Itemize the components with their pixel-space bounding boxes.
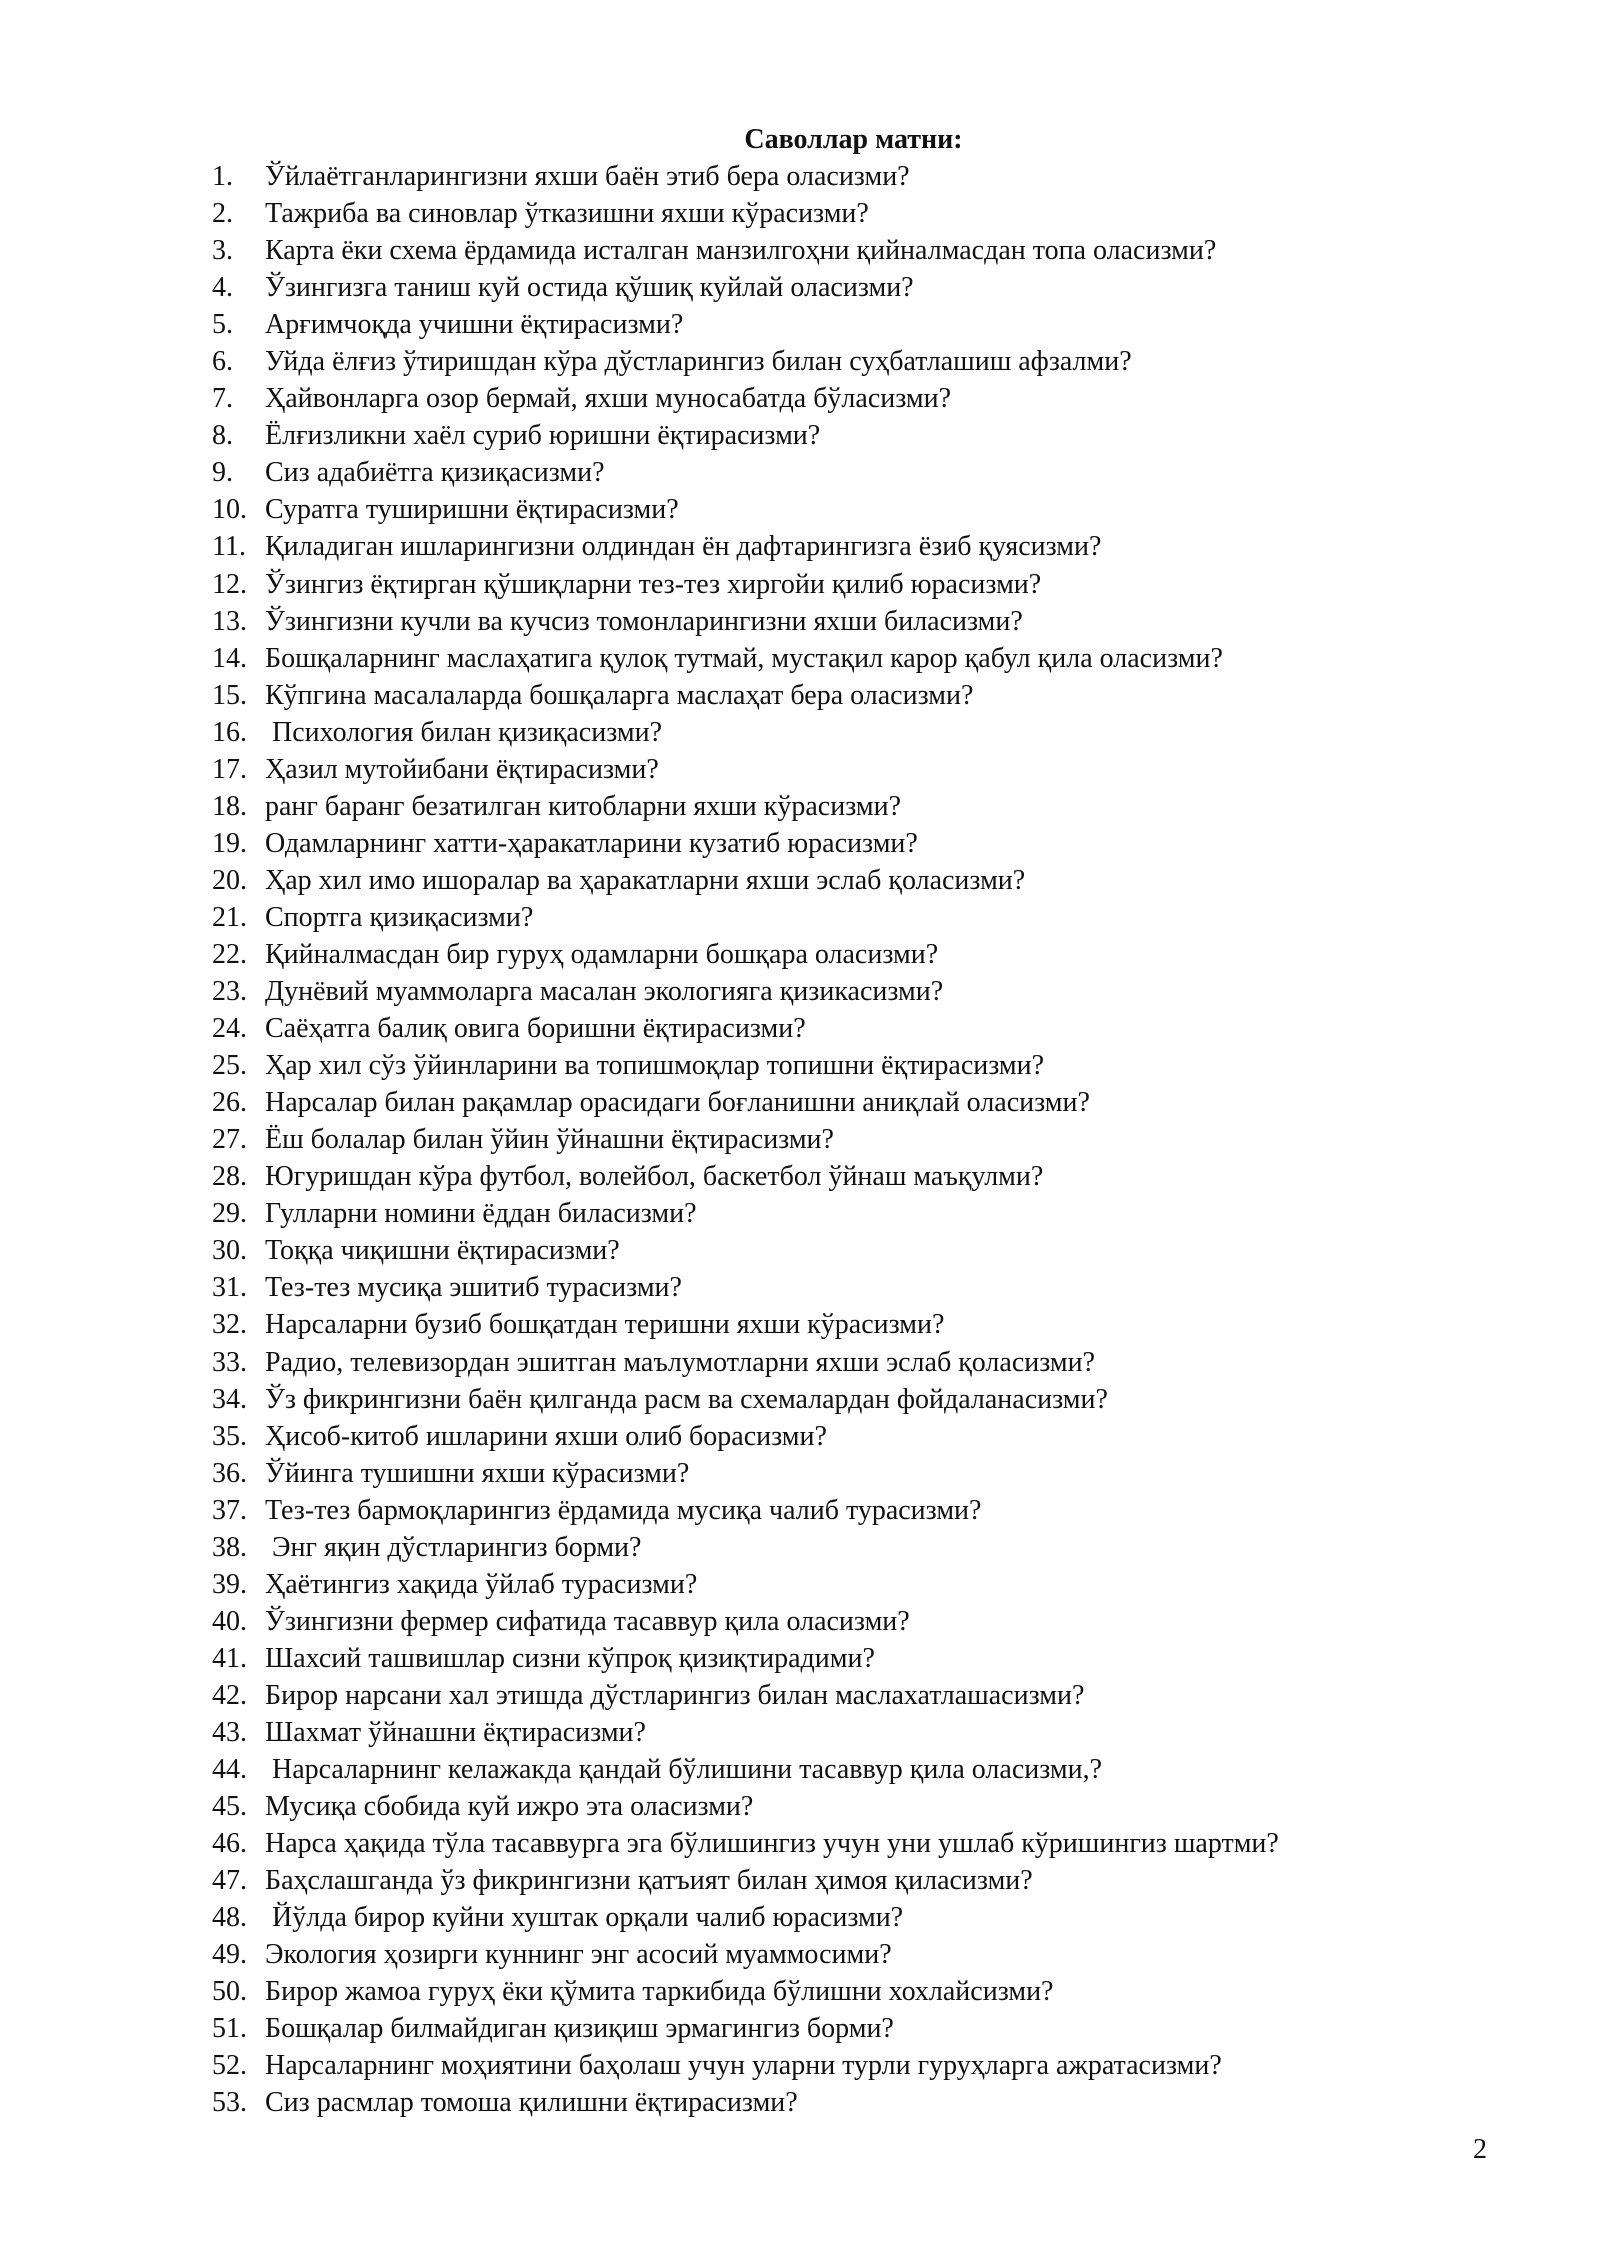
question-item — [212, 1751, 1512, 1788]
question-text: Кўпгина масалаларда бошқаларга маслаҳат бера оласизми? — [265, 679, 974, 711]
question-text: ранг баранг безатилган китобларни яхши кўрасизми? — [265, 790, 902, 822]
question-number: 49. — [212, 1939, 247, 1971]
question-item — [212, 2047, 1512, 2084]
question-text: Шахмат ўйнашни ёқтирасизми? — [265, 1716, 646, 1748]
question-text: Ёш болалар билан ўйин ўйнашни ёқтирасизми? — [265, 1124, 834, 1156]
question-text: Нарсаларни бузиб бошқатдан теришни яхши кўрасизми? — [265, 1309, 945, 1341]
question-text: Арғимчоқда учишни ёқтирасизми? — [265, 309, 684, 341]
question-number: 41. — [212, 1642, 247, 1674]
question-text: Нарсаларнинг келажакда қандай бўлишини тасаввур қила оласизми,? — [265, 1754, 1103, 1786]
question-item — [212, 417, 1512, 454]
question-number: 10. — [212, 494, 247, 526]
question-text: Ҳаётингиз хақида ўйлаб турасизми? — [265, 1568, 698, 1600]
question-text: Ўз фикрингизни баён қилганда расм ва схемалардан фойдаланасизми? — [265, 1383, 1108, 1415]
question-item — [212, 269, 1512, 306]
question-number: 45. — [212, 1791, 247, 1823]
question-text: Йўлда бирор куйни хуштак орқали чалиб юрасизми? — [265, 1902, 904, 1934]
question-item — [212, 825, 1512, 862]
question-item — [212, 1825, 1512, 1862]
question-number: 3. — [212, 235, 233, 267]
question-item — [212, 2084, 1512, 2121]
question-number: 51. — [212, 2013, 247, 2045]
question-number: 8. — [212, 420, 233, 452]
question-item — [212, 306, 1512, 343]
question-text: Бирор нарсани хал этишда дўстларингиз билан маслахатлашасизми? — [265, 1679, 1085, 1711]
question-text: Радио, телевизордан эшитган маълумотларни яхши эслаб қоласизми? — [265, 1346, 1096, 1378]
question-text: Сиз расмлар томоша қилишни ёқтирасизми? — [265, 2087, 798, 2119]
question-item — [212, 603, 1512, 640]
question-item — [212, 1232, 1512, 1269]
question-item — [212, 1603, 1512, 1640]
question-number: 44. — [212, 1754, 247, 1786]
question-item — [212, 380, 1512, 417]
question-item — [212, 973, 1512, 1010]
question-text: Энг яқин дўстларингиз борми? — [265, 1531, 642, 1563]
question-number: 36. — [212, 1457, 247, 1489]
page-number: 2 — [1473, 2134, 1487, 2165]
question-number: 52. — [212, 2050, 247, 2082]
question-item — [212, 1381, 1512, 1418]
question-number: 38. — [212, 1531, 247, 1563]
question-text: Экология ҳозирги куннинг энг асосий муаммосими? — [265, 1939, 892, 1971]
question-text: Шахсий ташвишлар сизни кўпроқ қизиқтирадими? — [265, 1642, 875, 1674]
question-number: 20. — [212, 864, 247, 896]
question-text: Қиладиган ишларингизни олдиндан ён дафтарингизга ёзиб қуясизми? — [265, 531, 1102, 563]
question-number: 22. — [212, 938, 247, 970]
question-item — [212, 566, 1512, 603]
question-item — [212, 677, 1512, 714]
question-item — [212, 528, 1512, 565]
question-item — [212, 788, 1512, 825]
question-text: Ҳазил мутойибани ёқтирасизми? — [265, 753, 659, 785]
question-item — [212, 454, 1512, 491]
question-text: Бошқалар билмайдиган қизиқиш эрмагингиз борми? — [265, 2013, 894, 2045]
question-item — [212, 232, 1512, 269]
question-item — [212, 2010, 1512, 2047]
question-item — [212, 491, 1512, 528]
question-text: Тоққа чиқишни ёқтирасизми? — [265, 1235, 620, 1267]
question-number: 47. — [212, 1865, 247, 1897]
question-number: 4. — [212, 272, 233, 304]
question-text: Карта ёки схема ёрдамида исталган манзилгоҳни қийналмасдан топа оласизми? — [265, 235, 1217, 267]
question-number: 12. — [212, 568, 247, 600]
question-number: 40. — [212, 1605, 247, 1637]
question-text: Тез-тез мусиқа эшитиб турасизми? — [265, 1272, 682, 1304]
question-text: Гулларни номини ёддан биласизми? — [265, 1198, 697, 1230]
question-text: Ўзингизни кучли ва кучсиз томонларингизни яхши биласизми? — [265, 605, 1023, 637]
question-text: Ҳисоб-китоб ишларини яхши олиб борасизми? — [265, 1420, 827, 1452]
question-text: Ҳар хил сўз ўйинларини ва топишмоқлар топишни ёқтирасизми? — [265, 1050, 1045, 1082]
question-item — [212, 158, 1512, 195]
question-text: Тез-тез бармоқларингиз ёрдамида мусиқа чалиб турасизми? — [265, 1494, 982, 1526]
question-item — [212, 1899, 1512, 1936]
question-text: Одамларнинг хатти-ҳаракатларини кузатиб юрасизми? — [265, 827, 918, 859]
question-text: Сиз адабиётга қизиқасизми? — [265, 457, 605, 489]
question-number: 18. — [212, 790, 247, 822]
question-text: Югуришдан кўра футбол, волейбол, баскетбол ўйнаш маъқулми? — [265, 1161, 1044, 1193]
question-number: 53. — [212, 2087, 247, 2119]
question-number: 16. — [212, 716, 247, 748]
question-item — [212, 343, 1512, 380]
question-item — [212, 1788, 1512, 1825]
question-item — [212, 1047, 1512, 1084]
question-item — [212, 1418, 1512, 1455]
question-number: 11. — [212, 531, 246, 563]
question-text: Мусиқа сбобида куй ижро эта оласизми? — [265, 1791, 754, 1823]
question-number: 48. — [212, 1902, 247, 1934]
question-number: 2. — [212, 198, 233, 230]
question-text: Уйда ёлғиз ўтиришдан кўра дўстларингиз билан суҳбатлашиш афзалми? — [265, 346, 1132, 378]
question-item — [212, 936, 1512, 973]
question-number: 19. — [212, 827, 247, 859]
question-text: Нарсаларнинг моҳиятини баҳолаш учун уларни турли гуруҳларга ажратасизми? — [265, 2050, 1222, 2082]
question-text: Қийналмасдан бир гуруҳ одамларни бошқара оласизми? — [265, 938, 939, 970]
question-text: Психология билан қизиқасизми? — [265, 716, 663, 748]
question-item — [212, 1455, 1512, 1492]
question-number: 37. — [212, 1494, 247, 1526]
question-text: Бирор жамоа гуруҳ ёки қўмита таркибида бўлишни хохлайсизми? — [265, 1976, 1054, 2008]
question-number: 46. — [212, 1828, 247, 1860]
title-container — [0, 121, 1600, 159]
question-item — [212, 862, 1512, 899]
question-number: 33. — [212, 1346, 247, 1378]
question-number: 17. — [212, 753, 247, 785]
question-number: 27. — [212, 1124, 247, 1156]
question-item — [212, 1492, 1512, 1529]
question-number: 35. — [212, 1420, 247, 1452]
question-text: Тажриба ва синовлар ўтказишни яхши кўрасизми? — [265, 198, 869, 230]
question-number: 13. — [212, 605, 247, 637]
question-item — [212, 1121, 1512, 1158]
questions-list — [212, 158, 1512, 2121]
question-item — [212, 1714, 1512, 1751]
question-text: Бошқаларнинг маслаҳатига қулоқ тутмай, мустақил карор қабул қила оласизми? — [265, 642, 1223, 674]
question-number: 9. — [212, 457, 233, 489]
question-item — [212, 195, 1512, 232]
question-number: 31. — [212, 1272, 247, 1304]
question-text: Ўйлаётганларингизни яхши баён этиб бера оласизми? — [265, 161, 910, 192]
question-text: Ўйинга тушишни яхши кўрасизми? — [265, 1457, 690, 1489]
question-number: 30. — [212, 1235, 247, 1267]
question-text: Нарсалар билан рақамлар орасидаги боғланишни аниқлай оласизми? — [265, 1087, 1090, 1119]
question-item — [212, 640, 1512, 677]
question-item — [212, 1973, 1512, 2010]
question-text: Ўзингизга таниш куй остида қўшиқ куйлай оласизми? — [265, 272, 914, 304]
question-item — [212, 1677, 1512, 1714]
question-item — [212, 1640, 1512, 1677]
question-text: Спортга қизиқасизми? — [265, 901, 534, 933]
question-item — [212, 1344, 1512, 1381]
document-title: Саволлар матни: — [744, 124, 963, 155]
question-number: 26. — [212, 1087, 247, 1119]
question-item — [212, 1158, 1512, 1195]
question-number: 5. — [212, 309, 233, 341]
question-number: 6. — [212, 346, 233, 378]
question-item — [212, 899, 1512, 936]
question-number: 42. — [212, 1679, 247, 1711]
question-item — [212, 1936, 1512, 1973]
question-number: 50. — [212, 1976, 247, 2008]
question-number: 39. — [212, 1568, 247, 1600]
question-number: 24. — [212, 1013, 247, 1045]
question-item — [212, 1306, 1512, 1343]
question-number: 23. — [212, 976, 247, 1008]
question-text: Баҳслашганда ўз фикрингизни қатъият билан ҳимоя қиласизми? — [265, 1865, 1033, 1897]
question-number: 21. — [212, 901, 247, 933]
question-item — [212, 1195, 1512, 1232]
question-text: Ҳар хил имо ишоралар ва ҳаракатларни яхши эслаб қоласизми? — [265, 864, 1026, 896]
question-item — [212, 1269, 1512, 1306]
question-number: 25. — [212, 1050, 247, 1082]
question-item — [212, 1862, 1512, 1899]
question-item — [212, 1529, 1512, 1566]
question-item — [212, 1084, 1512, 1121]
question-number: 43. — [212, 1716, 247, 1748]
question-number: 1. — [212, 161, 233, 192]
question-item — [212, 1566, 1512, 1603]
question-text: Дунёвий муаммоларга масалан экологияга қизикасизми? — [265, 976, 944, 1008]
question-item — [212, 1010, 1512, 1047]
question-number: 7. — [212, 383, 233, 415]
question-number: 14. — [212, 642, 247, 674]
question-number: 28. — [212, 1161, 247, 1193]
question-item — [212, 714, 1512, 751]
question-text: Ўзингиз ёқтирган қўшиқларни тез-тез хиргойи қилиб юрасизми? — [265, 568, 1042, 600]
question-text: Ҳайвонларга озор бермай, яхши муносабатда бўласизми? — [265, 383, 952, 415]
question-number: 15. — [212, 679, 247, 711]
question-text: Ўзингизни фермер сифатида тасаввур қила оласизми? — [265, 1605, 910, 1637]
question-text: Суратга туширишни ёқтирасизми? — [265, 494, 679, 526]
question-item — [212, 751, 1512, 788]
question-text: Нарса ҳақида тўла тасаввурга эга бўлишингиз учун уни ушлаб кўришингиз шартми? — [265, 1828, 1279, 1860]
question-number: 29. — [212, 1198, 247, 1230]
question-text: Саёҳатга балиқ овига боришни ёқтирасизми? — [265, 1013, 806, 1045]
question-number: 32. — [212, 1309, 247, 1341]
question-number: 34. — [212, 1383, 247, 1415]
question-text: Ёлғизликни хаёл суриб юришни ёқтирасизми? — [265, 420, 821, 452]
